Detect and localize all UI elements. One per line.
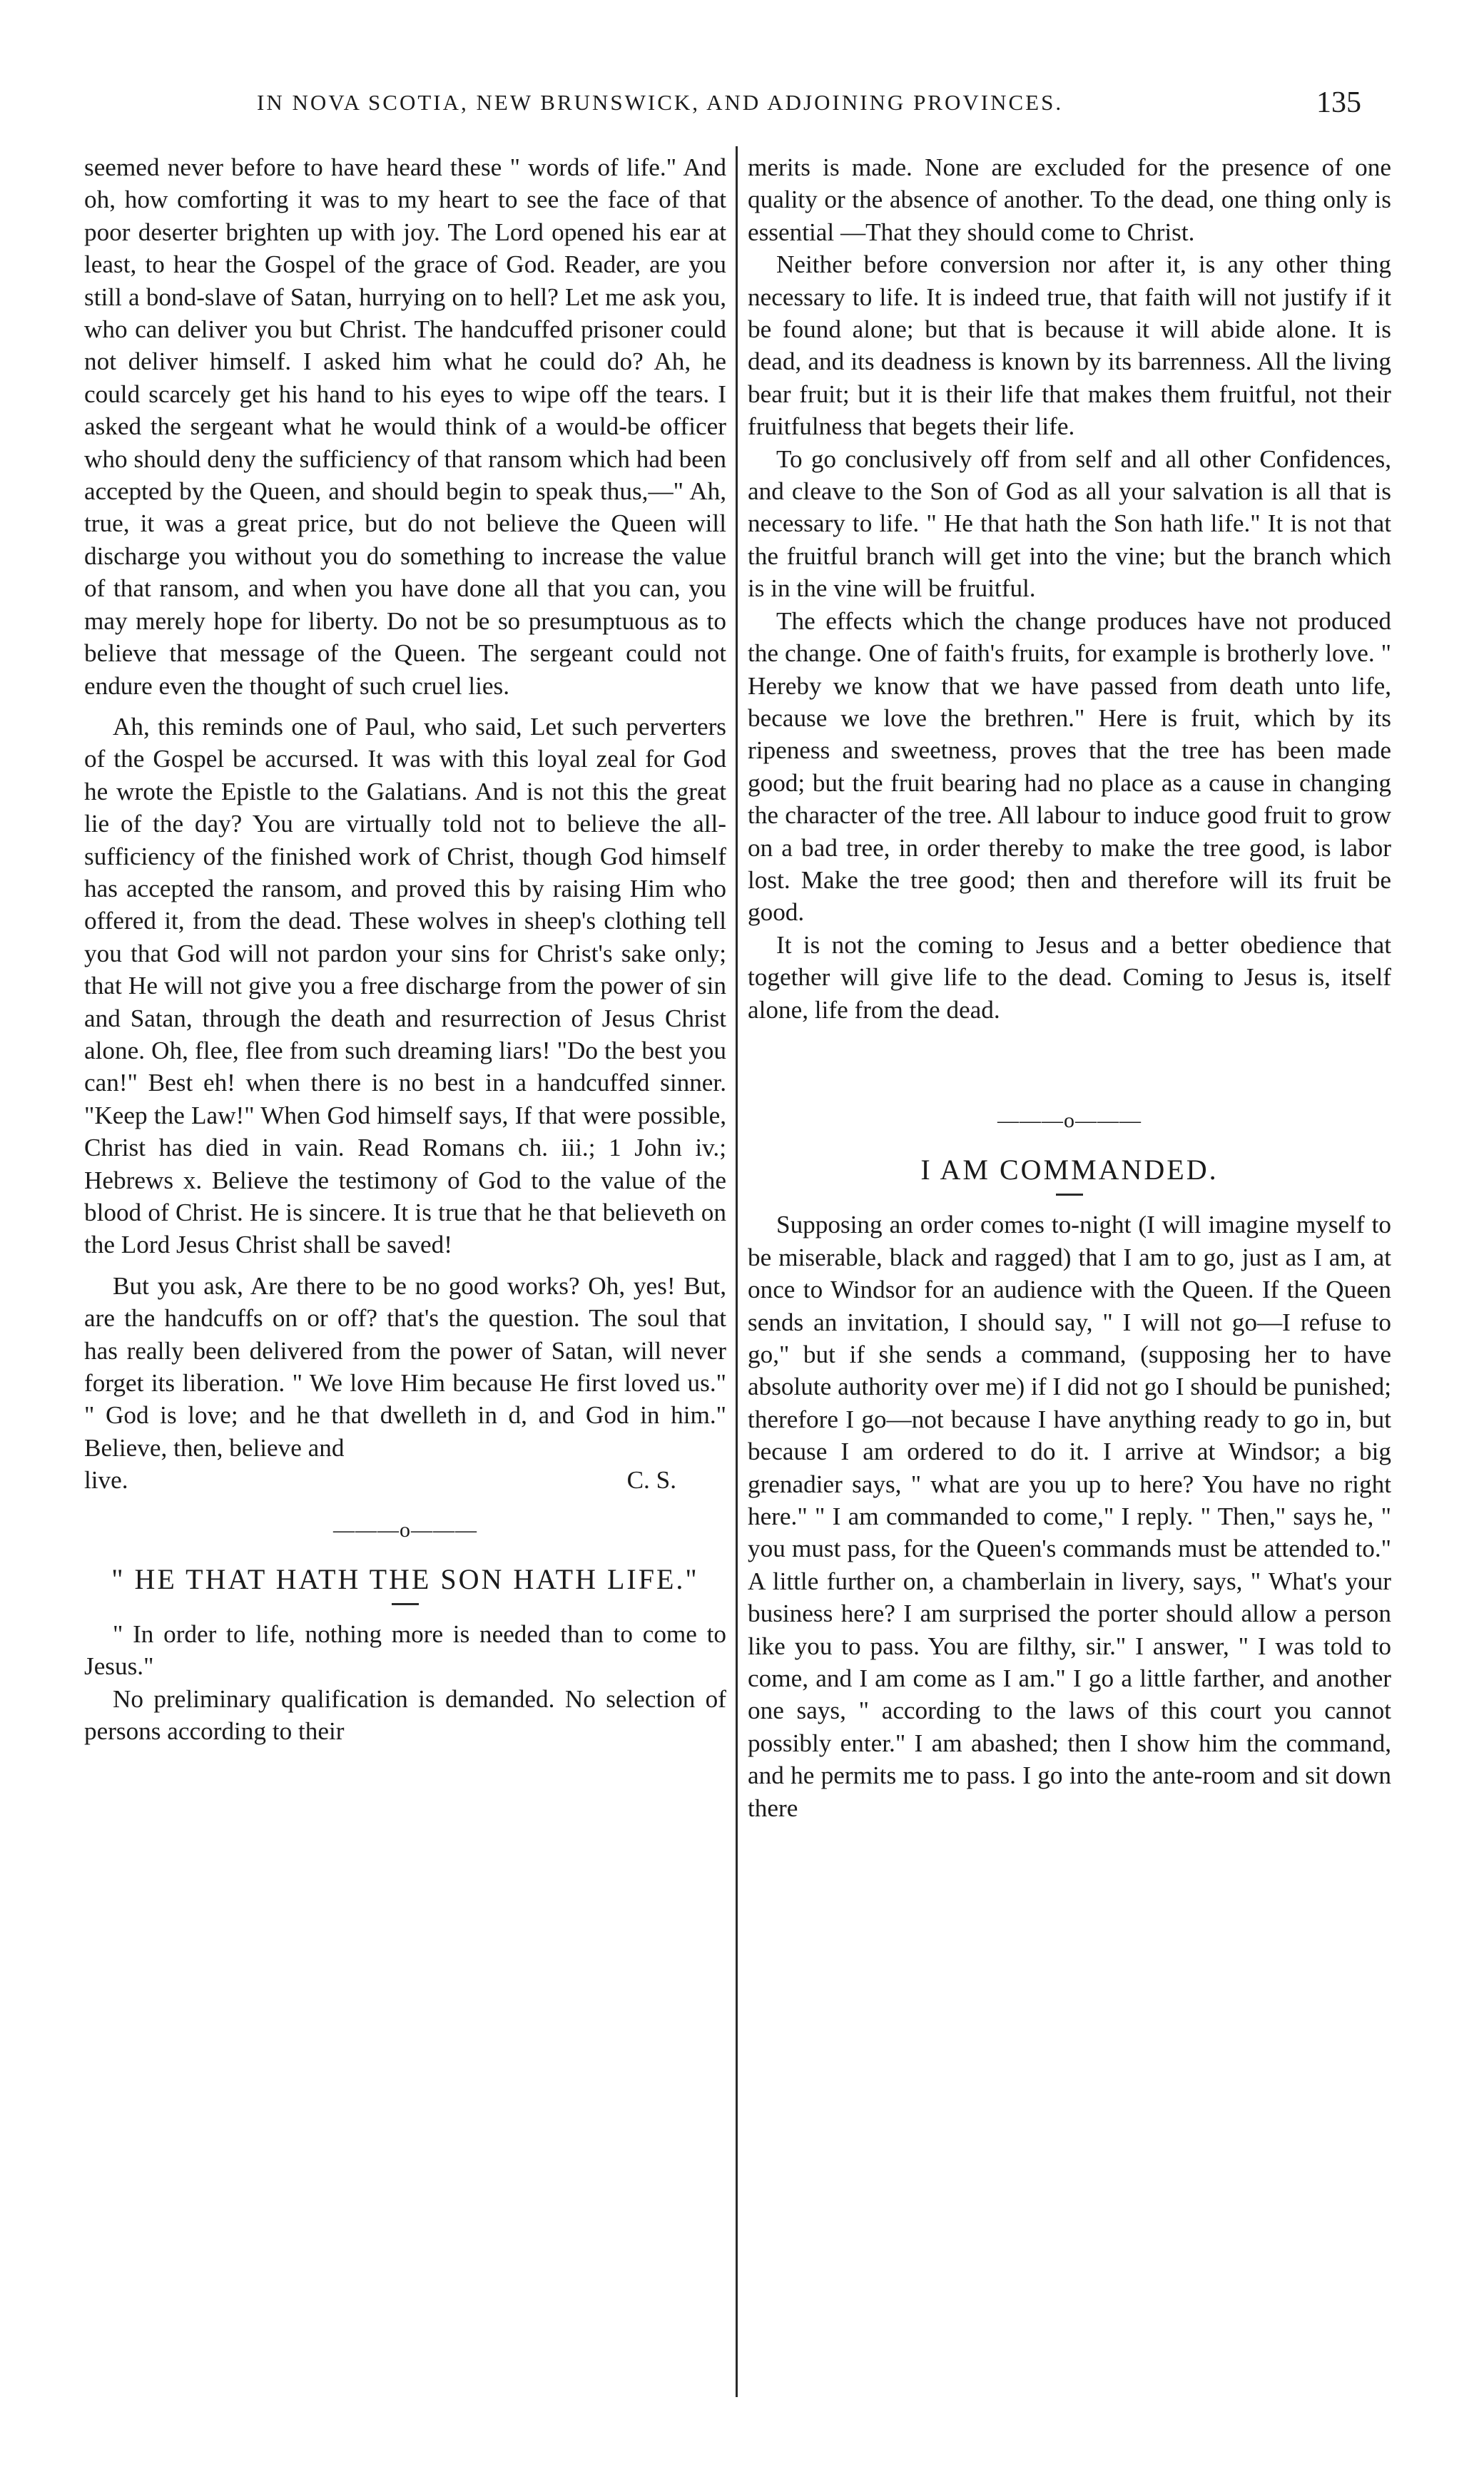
- right-column: [748, 151, 1391, 1824]
- right-paragraph-3: To go conclusively off from self and all other Confidences, and cleave to the Son of God as all your salvation is all that is necessary to life. " He that hath the Son hath life." It is not that the fruitful branch will get into the vine; but the branch which is in the vine will be fruitful.: [748, 444, 1391, 603]
- right-paragraph-1: merits is made. None are excluded for the presence of one quality or the absence of another. To the dead, one thing only is essential —That they should come to Christ.: [748, 153, 1391, 246]
- title-dash-left: [392, 1603, 419, 1605]
- right-paragraph-5: It is not the coming to Jesus and a better obedience that together will give life to the dead. Coming to Jesus is, itself alone, life from the dead.: [748, 930, 1391, 1024]
- title-dash-right: [1056, 1194, 1083, 1196]
- left-paragraph-3: But you ask, Are there to be no good works? Oh, yes! But, are the handcuffs on or off? that's the question. The soul that has really been delivered from the power of Satan, will never forget its liberation. " We love Him because He first loved us." " God is love; and he that dwelleth in d, and God in him." Believe, then, believe and: [84, 1271, 726, 1462]
- right-paragraph-2: Neither before conversion nor after it, is any other thing necessary to life. It is indeed true, that faith will not justify if it be found alone; but that is because it will abide alone. It is dead, and its deadness is known by its barrenness. All the living bear fruit; but it is their life that makes them fruitful, not their fruitfulness that begets their life.: [748, 250, 1391, 441]
- left-paragraph-2: Ah, this reminds one of Paul, who said, Let such perverters of the Gospel be accursed. It was with this loyal zeal for God he wrote the Epistle to the Galatians. And is not this the great lie of the day? You are virtually told not to believe the all-sufficiency of the finished work of Christ, though God himself has accepted the ransom, and proved this by raising Him who offered it, from the dead. These wolves in sheep's clothing tell you that God will not pardon your sins for Christ's sake only; that He will not give you a free discharge from the power of sin and Satan, through the death and resurrection of Jesus Christ alone. Oh, flee, flee from such dreaming liars! "Do the best you can!" Best eh! when there is no best in a handcuffed sinner. "Keep the Law!" When God himself says, If that were possible, Christ has died in vain. Read Romans ch. iii.; 1 John iv.; Hebrews x. Believe the testimony of God to the value of the blood of Christ. He is sincere. It is true that he that believeth on the Lord Jesus Christ shall be saved!: [84, 712, 726, 1259]
- signature: C. S.: [626, 1466, 676, 1495]
- section-divider-left: ———o———: [333, 1517, 477, 1542]
- section-title-i-am-commanded: I AM COMMANDED.: [920, 1154, 1219, 1186]
- section-title-he-that-hath-the-son: " HE THAT HATH THE SON HATH LIFE.": [111, 1563, 699, 1596]
- left-paragraph-1: seemed never before to have heard these " words of life." And oh, how comforting it was to my heart to see the face of that poor deserter brighten up with joy. The Lord opened his ear at least, to hear the Gospel of the grace of God. Reader, are you still a bond-slave of Satan, hurrying on to hell? Let me ask you, who can deliver you but Christ. The handcuffed prisoner could not deliver himself. I asked him what he could do? Ah, he could scarcely get his hand to his eyes to wipe off the tears. I asked the sergeant what he would think of a would-be officer who should deny the sufficiency of that ransom which had been accepted by the Queen, and should begin to speak thus,—" Ah, true, it was a great price, but do not believe the Queen will discharge you without you do something to increase the value of that ransom, and when you have done all that you can, you may merely hope for liberty. Do not be so presumptuous as to believe that message of the Queen. The sergeant could not endure even the thought of such cruel lies.: [84, 153, 726, 700]
- column-rule: [736, 146, 738, 2397]
- left-paragraph-4: " In order to life, nothing more is needed than to come to Jesus.": [84, 1620, 726, 1681]
- running-title: IN NOVA SCOTIA, NEW BRUNSWICK, AND ADJOINING PROVINCES.: [257, 90, 1064, 115]
- signoff-line: [84, 1464, 726, 1496]
- right-paragraph-6: Supposing an order comes to-night (I will imagine myself to be miserable, black and ragged) that I am to go, just as I am, at once to Windsor for an audience with the Queen. If the Queen sends an invitation, I should say, " I will not go—I refuse to go," but if she sends a command, (supposing her to have absolute authority over me) if I did not go I should be punished; therefore I go—not because I have anything ready to go in, but because I am ordered to do it. I arrive at Windsor; a big grenadier says, " what are you up to here? You have no right here." " I am commanded to come," I reply. " Then," says he, " you must pass, for the Queen's commands must be attended to." A little further on, a chamberlain in livery, says, " What's your business here? I am surprised the porter should allow a person like you to pass. You are filthy, sir." I answer, " I was told to come, and I am come as I am." I go a little farther, and another one says, " according to the laws of this court you cannot possibly enter." I am abashed; then I show him the command, and he permits me to pass. I go into the ante-room and sit down there: [748, 1211, 1391, 1822]
- page-number: 135: [1316, 86, 1361, 119]
- left-column: [84, 151, 726, 1748]
- section-divider-right: ———o———: [997, 1108, 1142, 1132]
- left-paragraph-3-end: live.: [84, 1466, 128, 1495]
- running-head: [0, 86, 1484, 130]
- right-paragraph-4: The effects which the change produces have not produced the change. One of faith's fruits, for example is brotherly love. " Hereby we know that we have passed from death unto life, because we love the brethren." Here is fruit, which by its ripeness and sweetness, proves that the tree has been made good; but the fruit bearing had no place as a cause in changing the character of the tree. All labour to induce good fruit to grow on a bad tree, in order thereby to make the tree good, is labor lost. Make the tree good; then and therefore will its fruit be good.: [748, 606, 1391, 927]
- left-paragraph-5: No preliminary qualification is demanded. No selection of persons according to their: [84, 1684, 726, 1746]
